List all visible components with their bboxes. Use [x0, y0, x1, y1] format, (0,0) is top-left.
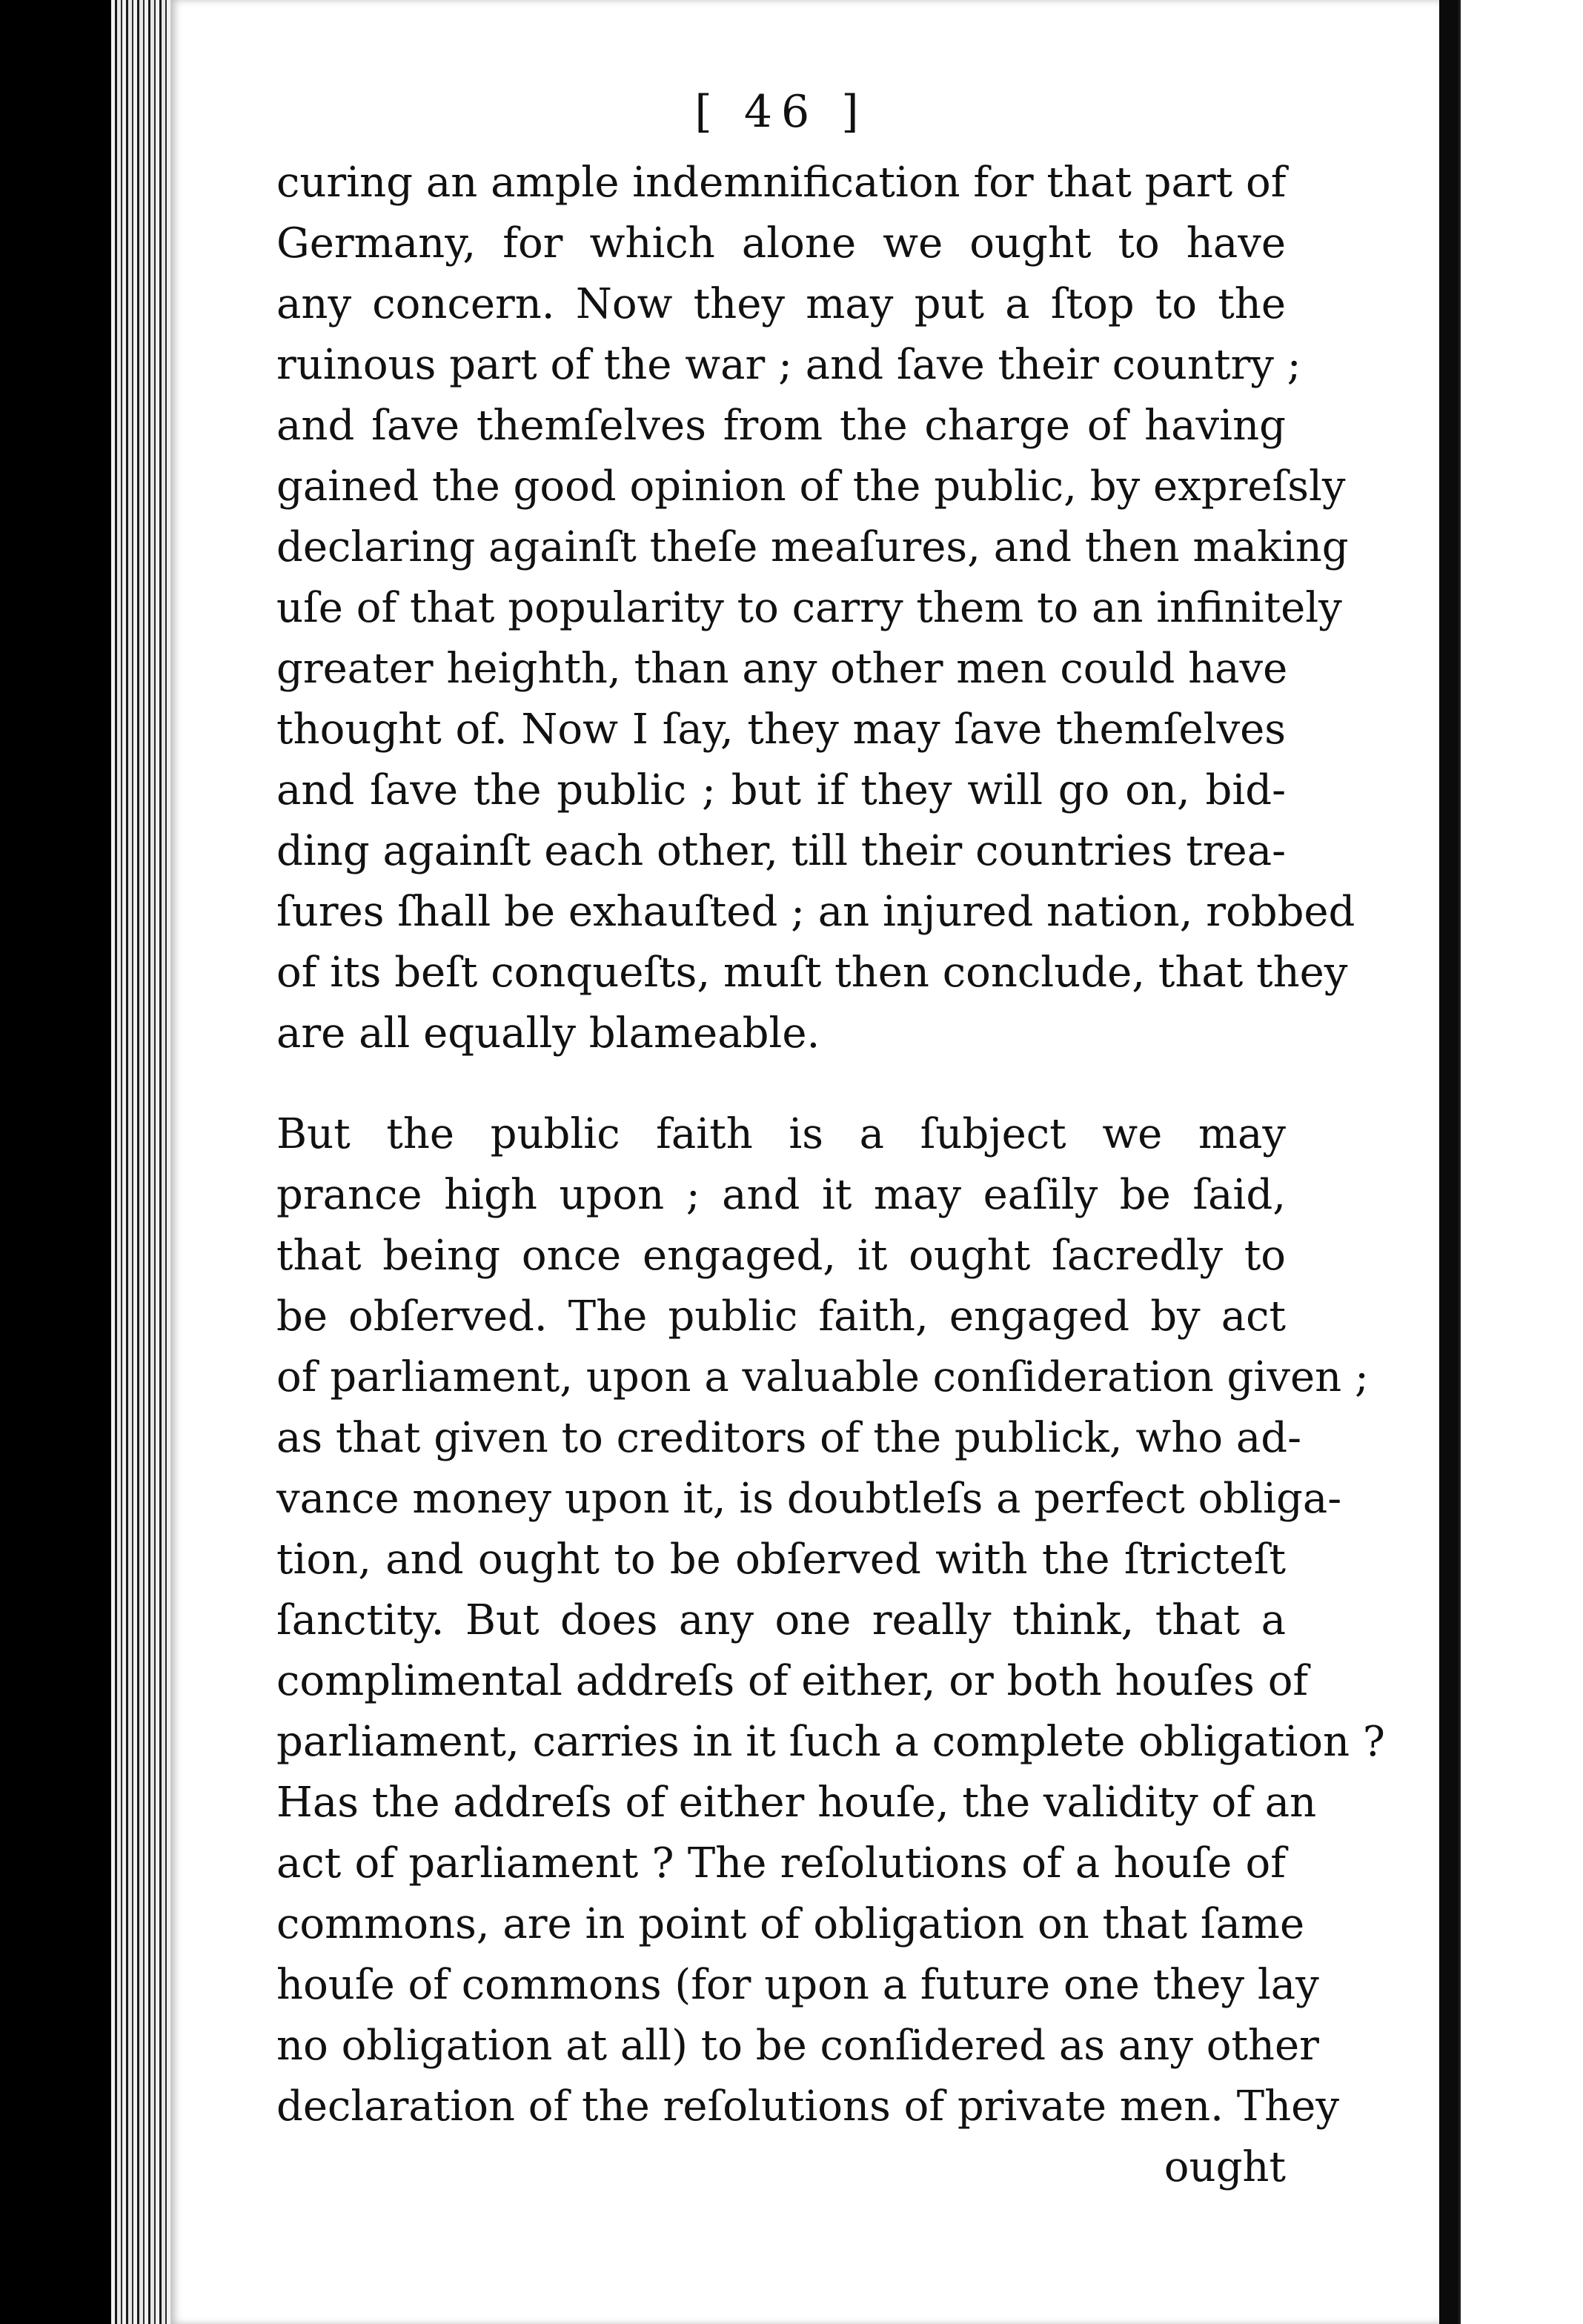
text-line: gained the good opinion of the public, by expreſsly: [276, 462, 1346, 511]
text-line: ſures ſhall be exhauſted ; an injured nation, robbed: [276, 888, 1355, 936]
text-line: greater heighth, than any other men could have: [276, 645, 1288, 693]
text-line: ruinous part of the war ; and ſave their country ;: [276, 341, 1301, 389]
text-line: no obligation at all) to be conſidered as any other: [276, 2022, 1319, 2070]
text-line: ding againſt each other, till their countries trea-: [276, 827, 1286, 875]
text-line: of parliament, upon a valuable conſideration given ;: [276, 1353, 1369, 1401]
text-line: declaration of the reſolutions of private men. They: [276, 2082, 1339, 2131]
text-line: houſe of commons (for upon a future one they lay: [276, 1961, 1319, 2009]
paragraph-2: [276, 1104, 1385, 2137]
text-line: Has the addreſs of either houſe, the validity of an: [276, 1779, 1317, 1827]
text-line: prance high upon ; and it may eaſily be ſaid,: [276, 1171, 1286, 1219]
text-line: thought of. Now I ſay, they may ſave themſelves: [276, 706, 1286, 754]
text-line: complimental addreſs of either, or both houſes of: [276, 1657, 1309, 1705]
text-line: any concern. Now they may put a ſtop to the: [276, 280, 1286, 328]
text-line: parliament, carries in it ſuch a complete obligation ?: [276, 1718, 1385, 1766]
text-line: But the public faith is a ſubject we may: [276, 1110, 1286, 1158]
paragraph-gap: [276, 1064, 1286, 1104]
text-line: of its beſt conqueſts, muſt then conclude, that they: [276, 949, 1348, 997]
text-line: be obſerved. The public faith, engaged by act: [276, 1292, 1286, 1341]
page-text-block: [276, 71, 1385, 2198]
book-gutter: [1439, 0, 1458, 2324]
text-line: Germany, for which alone we ought to have: [276, 219, 1286, 268]
catchword: ought: [1164, 2143, 1286, 2191]
text-line: tion, and ought to be obſerved with the ſtricteſt: [276, 1536, 1286, 1584]
page-number: [ 46 ]: [694, 86, 868, 138]
text-line: ſanctity. But does any one really think, that a: [276, 1596, 1286, 1644]
text-line: declaring againſt theſe meaſures, and then making: [276, 523, 1349, 571]
text-line: and ſave the public ; but if they will go on, bid-: [276, 766, 1286, 814]
book-page-edges: [111, 0, 170, 2324]
text-line: vance money upon it, is doubtleſs a perfect obliga-: [276, 1475, 1342, 1523]
text-line: curing an ample indemnification for that part of: [276, 159, 1287, 207]
text-line: that being once engaged, it ought ſacredly to: [276, 1232, 1286, 1280]
paragraph-1: [276, 153, 1355, 1064]
text-line: as that given to creditors of the publick, who ad-: [276, 1414, 1302, 1462]
text-line: are all equally blameable.: [276, 1009, 820, 1058]
facing-page-edge: [1458, 0, 1583, 2324]
text-line: uſe of that popularity to carry them to an infinitely: [276, 584, 1342, 632]
text-line: act of parliament ? The reſolutions of a houſe of: [276, 1839, 1286, 1888]
text-line: commons, are in point of obligation on that ſame: [276, 1900, 1305, 1948]
text-line: and ſave themſelves from the charge of having: [276, 402, 1286, 450]
